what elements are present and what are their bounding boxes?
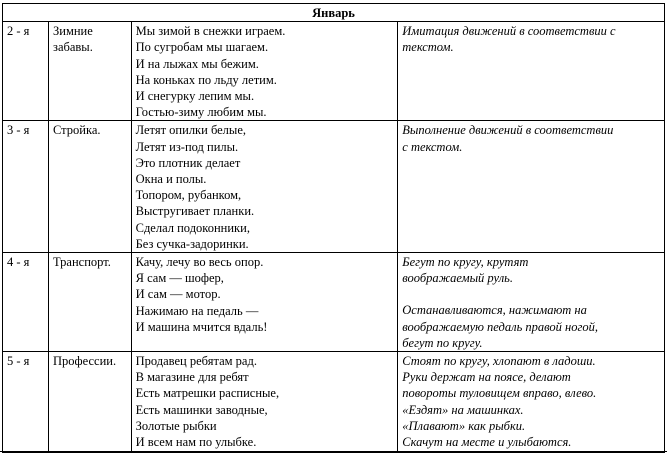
verse-cell [131,352,398,453]
description-cell [398,22,665,121]
theme-cell [49,22,132,121]
verse-line: В магазине для ребят [135,370,249,385]
description-line: повороты туловищем вправо, влево. [402,386,597,401]
description-line: с текстом. [402,139,463,154]
verse-line: Есть машинки заводные, [135,402,268,417]
table-row [3,121,665,253]
verse-line: Качу, лечу во весь опор. [135,255,264,270]
verse-cell [131,22,398,121]
description-line: Имитация движений в соответствии с [402,24,616,39]
verse-line: И всем нам по улыбке. [135,435,257,450]
week-cell: 4 - я [3,253,49,352]
verse-line: И машина мчится вдаль! [135,319,268,334]
description-cell [398,253,665,352]
week-cell: 5 - я [3,352,49,453]
verse-line: Без сучка-задоринки. [135,236,249,251]
program-table [2,3,665,453]
description-line: Останавливаются, нажимают на [402,303,587,318]
theme-cell [49,121,132,253]
verse-line: Сделал подоконники, [135,220,250,235]
verse-line: И сам — мотор. [135,287,221,302]
theme-cell [49,253,132,352]
verse-line: Мы зимой в снежки играем. [135,24,286,39]
verse-line: И снегурку лепим мы. [135,89,255,104]
verse-cell [131,121,398,253]
description-line: воображаемую педаль правой ногой, [402,319,598,334]
verse-line: Есть матрешки расписные, [135,386,280,401]
verse-line: Продавец ребятам рад. [135,354,257,369]
verse-line: И на лыжах мы бежим. [135,56,259,71]
verse-line: Гостью-зиму любим мы. [135,105,267,120]
description-line: Бегут по кругу, крутят [402,255,529,270]
theme-cell [49,352,132,453]
week-cell: 3 - я [3,121,49,253]
week-cell: 2 - я [3,22,49,121]
verse-line: Нажимаю на педаль — [135,303,259,318]
spacer [402,286,660,302]
description-line: бегут по кругу. [402,335,483,350]
verse-line: Я сам — шофер, [135,271,224,286]
verse-line: Летят из-под пилы. [135,139,239,154]
table-row [3,253,665,352]
description-line: Скачут на месте и улыбаются. [402,435,572,450]
description-line: Руки держат на поясе, делают [402,370,571,385]
theme-line: Зимние [53,24,93,39]
theme-line: забавы. [53,40,93,55]
description-line: воображаемый руль. [402,271,513,286]
description-line: «Плавают» как рыбки. [402,418,526,433]
description-cell [398,121,665,253]
verse-line: Это плотник делает [135,155,241,170]
verse-line: По сугробам мы шагаем. [135,40,269,55]
description-line: Выполнение движений в соответствии [402,123,614,138]
table-row [3,352,665,453]
theme-line: Транспорт. [53,255,111,270]
description-line: «Ездят» на машинках. [402,402,524,417]
description-line: текстом. [402,40,454,55]
theme-line: Стройка. [53,123,101,138]
bottom-rule [0,451,667,452]
month-header: Январь [3,4,665,22]
verse-line: Летят опилки белые, [135,123,246,138]
verse-cell [131,253,398,352]
description-cell [398,352,665,453]
verse-line: Окна и полы. [135,172,207,187]
verse-line: Выстругивает планки. [135,204,255,219]
theme-line: Профессии. [53,354,117,369]
verse-line: Золотые рыбки [135,418,217,433]
verse-line: На коньках по льду летим. [135,72,277,87]
verse-line: Топором, рубанком, [135,188,242,203]
table-row [3,22,665,121]
description-line: Стоят по кругу, хлопают в ладоши. [402,354,596,369]
